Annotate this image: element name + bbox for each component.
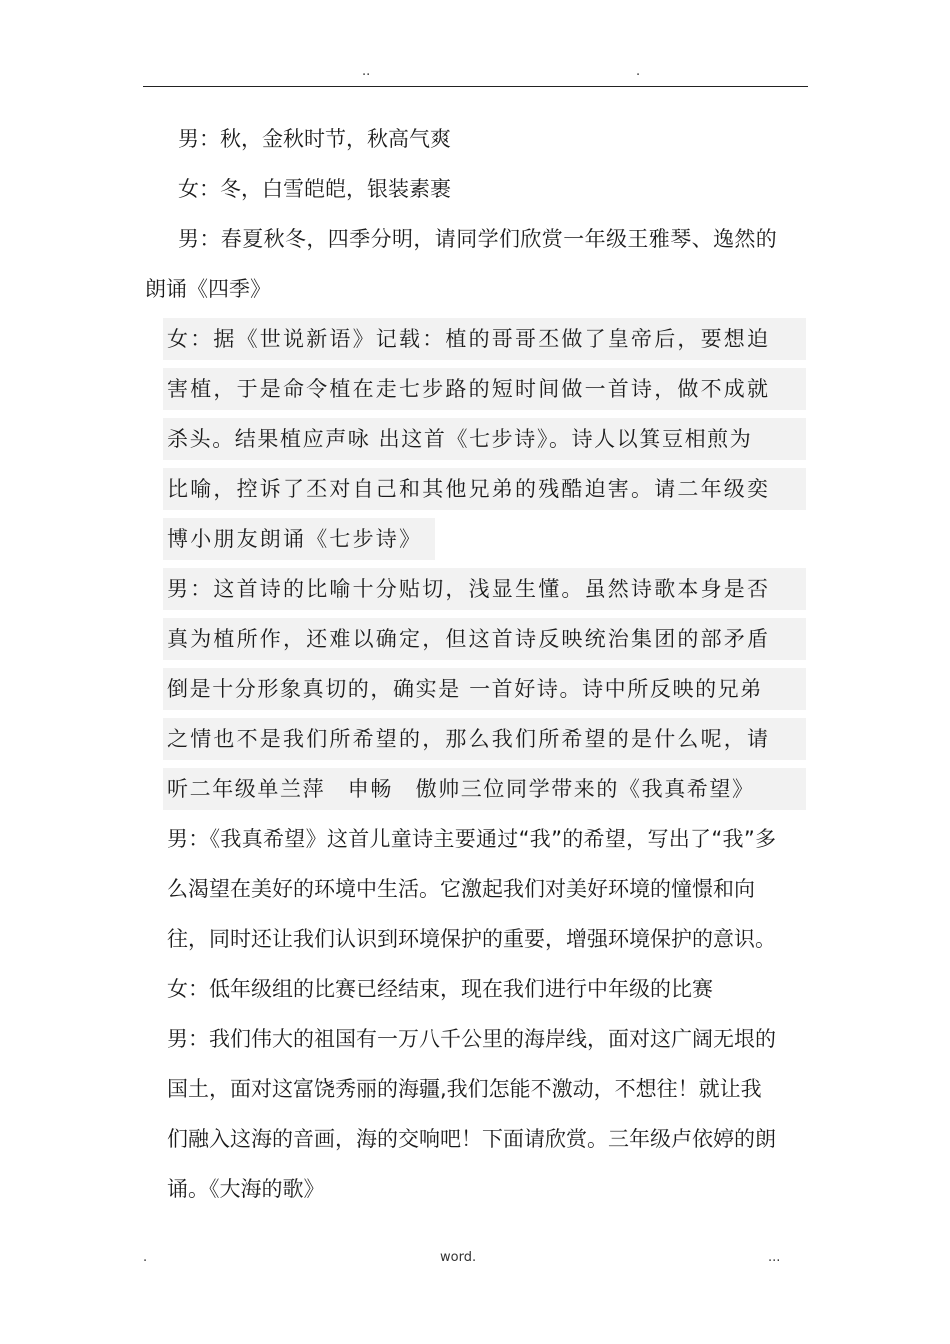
text-line-3: 男：春夏秋冬，四季分明，请同学们欣赏一年级王雅琴、逸然的 bbox=[178, 227, 778, 251]
text-line-7: 杀头。结果植应声咏 出这首《七步诗》。诗人以箕豆相煎为 bbox=[167, 427, 753, 451]
text-line-12: 倒是十分形象真切的，确实是 一首好诗。诗中所反映的兄弟 bbox=[167, 677, 763, 701]
text-line-19: 男：我们伟大的祖国有一万八千公里的海岸线，面对这广阔无垠的 bbox=[167, 1027, 776, 1051]
text-line-11: 真为植所作，还难以确定，但这首诗反映统治集团的部矛盾 bbox=[167, 627, 771, 651]
text-line-4: 朗诵《四季》 bbox=[145, 277, 271, 301]
text-line-14: 听二年级单兰萍 申畅 傲帅三位同学带来的《我真希望》 bbox=[167, 777, 755, 801]
text-line-15: 男：《我真希望》这首儿童诗主要通过“我”的希望，写出了“我”多 bbox=[167, 827, 777, 851]
header-right-mark: . bbox=[636, 64, 641, 79]
text-line-17: 往，同时还让我们认识到环境保护的重要，增强环境保护的意识。 bbox=[167, 927, 776, 951]
text-line-6: 害植，于是命令植在走七步路的短时间做一首诗，做不成就 bbox=[167, 377, 771, 401]
footer-right-mark: ... bbox=[768, 1250, 781, 1265]
text-line-20: 国土，面对这富饶秀丽的海疆,我们怎能不激动，不想往！就让我 bbox=[167, 1077, 762, 1101]
text-line-16: 么渴望在美好的环境中生活。它激起我们对美好环境的憧憬和向 bbox=[167, 877, 755, 901]
text-line-22: 诵。《大海的歌》 bbox=[167, 1177, 325, 1201]
text-line-1: 男：秋，金秋时节，秋高气爽 bbox=[178, 127, 451, 151]
text-line-10: 男：这首诗的比喻十分贴切，浅显生懂。虽然诗歌本身是否 bbox=[167, 577, 771, 601]
footer-left-mark: . bbox=[143, 1250, 148, 1265]
text-line-18: 女：低年级组的比赛已经结束，现在我们进行中年级的比赛 bbox=[167, 977, 713, 1001]
header-rule bbox=[143, 86, 808, 87]
text-line-13: 之情也不是我们所希望的，那么我们所希望的是什么呢，请 bbox=[167, 727, 771, 751]
text-line-8: 比喻，控诉了丕对自己和其他兄弟的残酷迫害。请二年级奕 bbox=[167, 477, 771, 501]
footer-center-text: word. bbox=[440, 1250, 477, 1265]
text-line-21: 们融入这海的音画，海的交响吧！下面请欣赏。三年级卢依婷的朗 bbox=[167, 1127, 776, 1151]
text-line-2: 女：冬，白雪皑皑，银装素裹 bbox=[178, 177, 451, 201]
text-line-5: 女：据《世说新语》记载：植的哥哥丕做了皇帝后，要想迫 bbox=[167, 327, 771, 351]
text-line-9: 博小朋友朗诵《七步诗》 bbox=[167, 527, 423, 551]
header-left-mark: .. bbox=[362, 64, 371, 79]
